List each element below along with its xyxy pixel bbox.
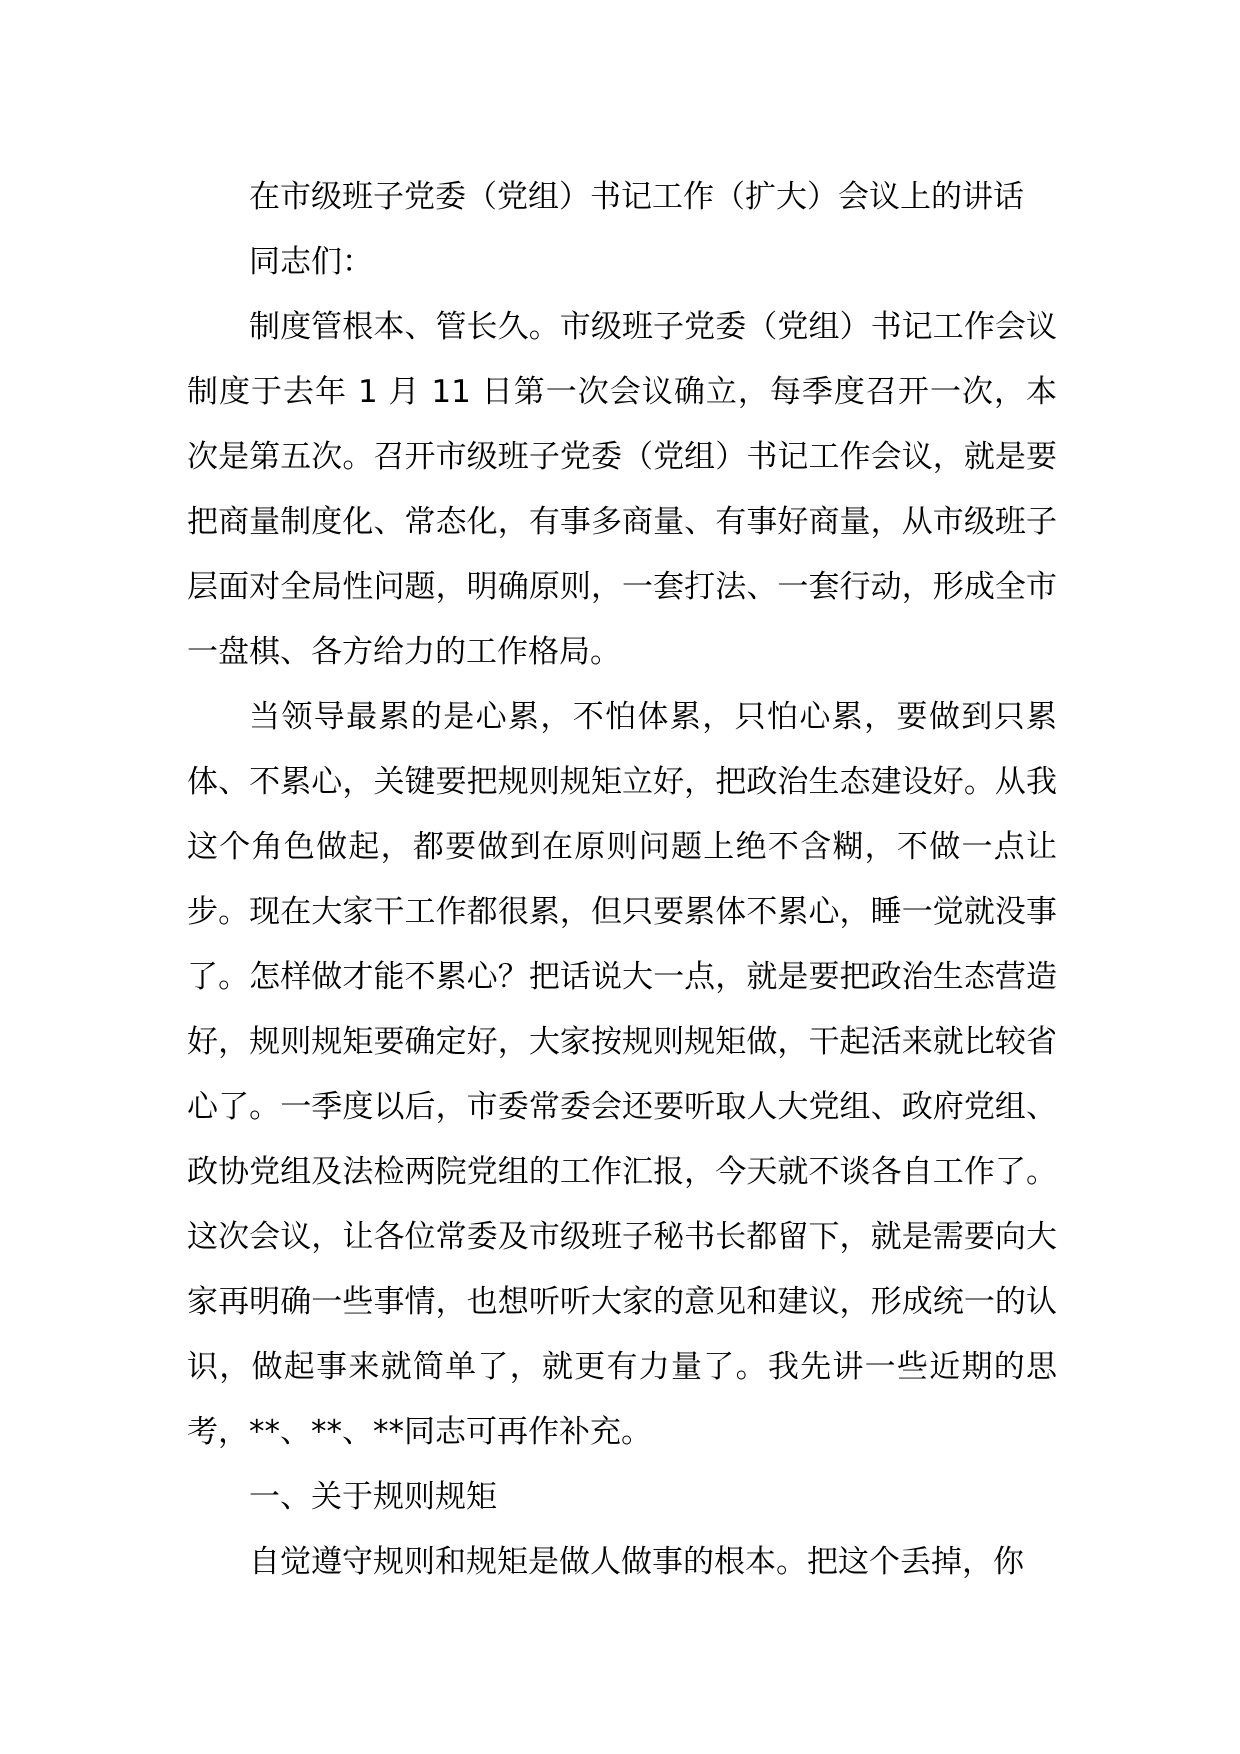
paragraph-3: 自觉遵守规则和规矩是做人做事的根本。把这个丢掉，你 [249,1544,1024,1580]
section-heading: 一、关于规则规矩 [249,1479,497,1515]
document-title: 在市级班子党委（党组）书记工作（扩大）会议上的讲话 [249,179,1024,215]
paragraph-2: 当领导最累的是心累，不怕体累，只怕心累，要做到只累体、不累心，关键要把规则规矩立好，把政治生态建设好。从我这个角色做起，都要做到在原则问题上绝不含糊，不做一点让步。现在大家干工作都很累，但只要累体不累心，睡一觉就没事了。怎样做才能不累心？把话说大一点，就是要把政治生态营造好，规则规矩要确定好，大家按规则规矩做，干起活来就比较省心了。一季度以后，市委常委会还要听取人大党组、政府党组、政协党组及法检两院党组的工作汇报，今天就不谈各自工作了。这次会议，让各位常委及市级班子秘书长都留下，就是需要向大家再明确一些事情，也想听听大家的意见和建议，形成统一的认识，做起事来就简单了，就更有力量了。我先讲一些近期的思考，**、**、**同志可再作补充。 [187,699,1057,1450]
salutation: 同志们： [249,244,373,280]
document-body [187,165,1057,1595]
paragraph-1: 制度管根本、管长久。市级班子党委（党组）书记工作会议制度于去年 1 月 11 日第一次会议确立，每季度召开一次，本次是第五次。召开市级班子党委（党组）书记工作会议，就是要把商量制度化、常态化，有事多商量、有事好商量，从市级班子层面对全局性问题，明确原则，一套打法、一套行动，形成全市一盘棋、各方给力的工作格局。 [187,309,1057,670]
